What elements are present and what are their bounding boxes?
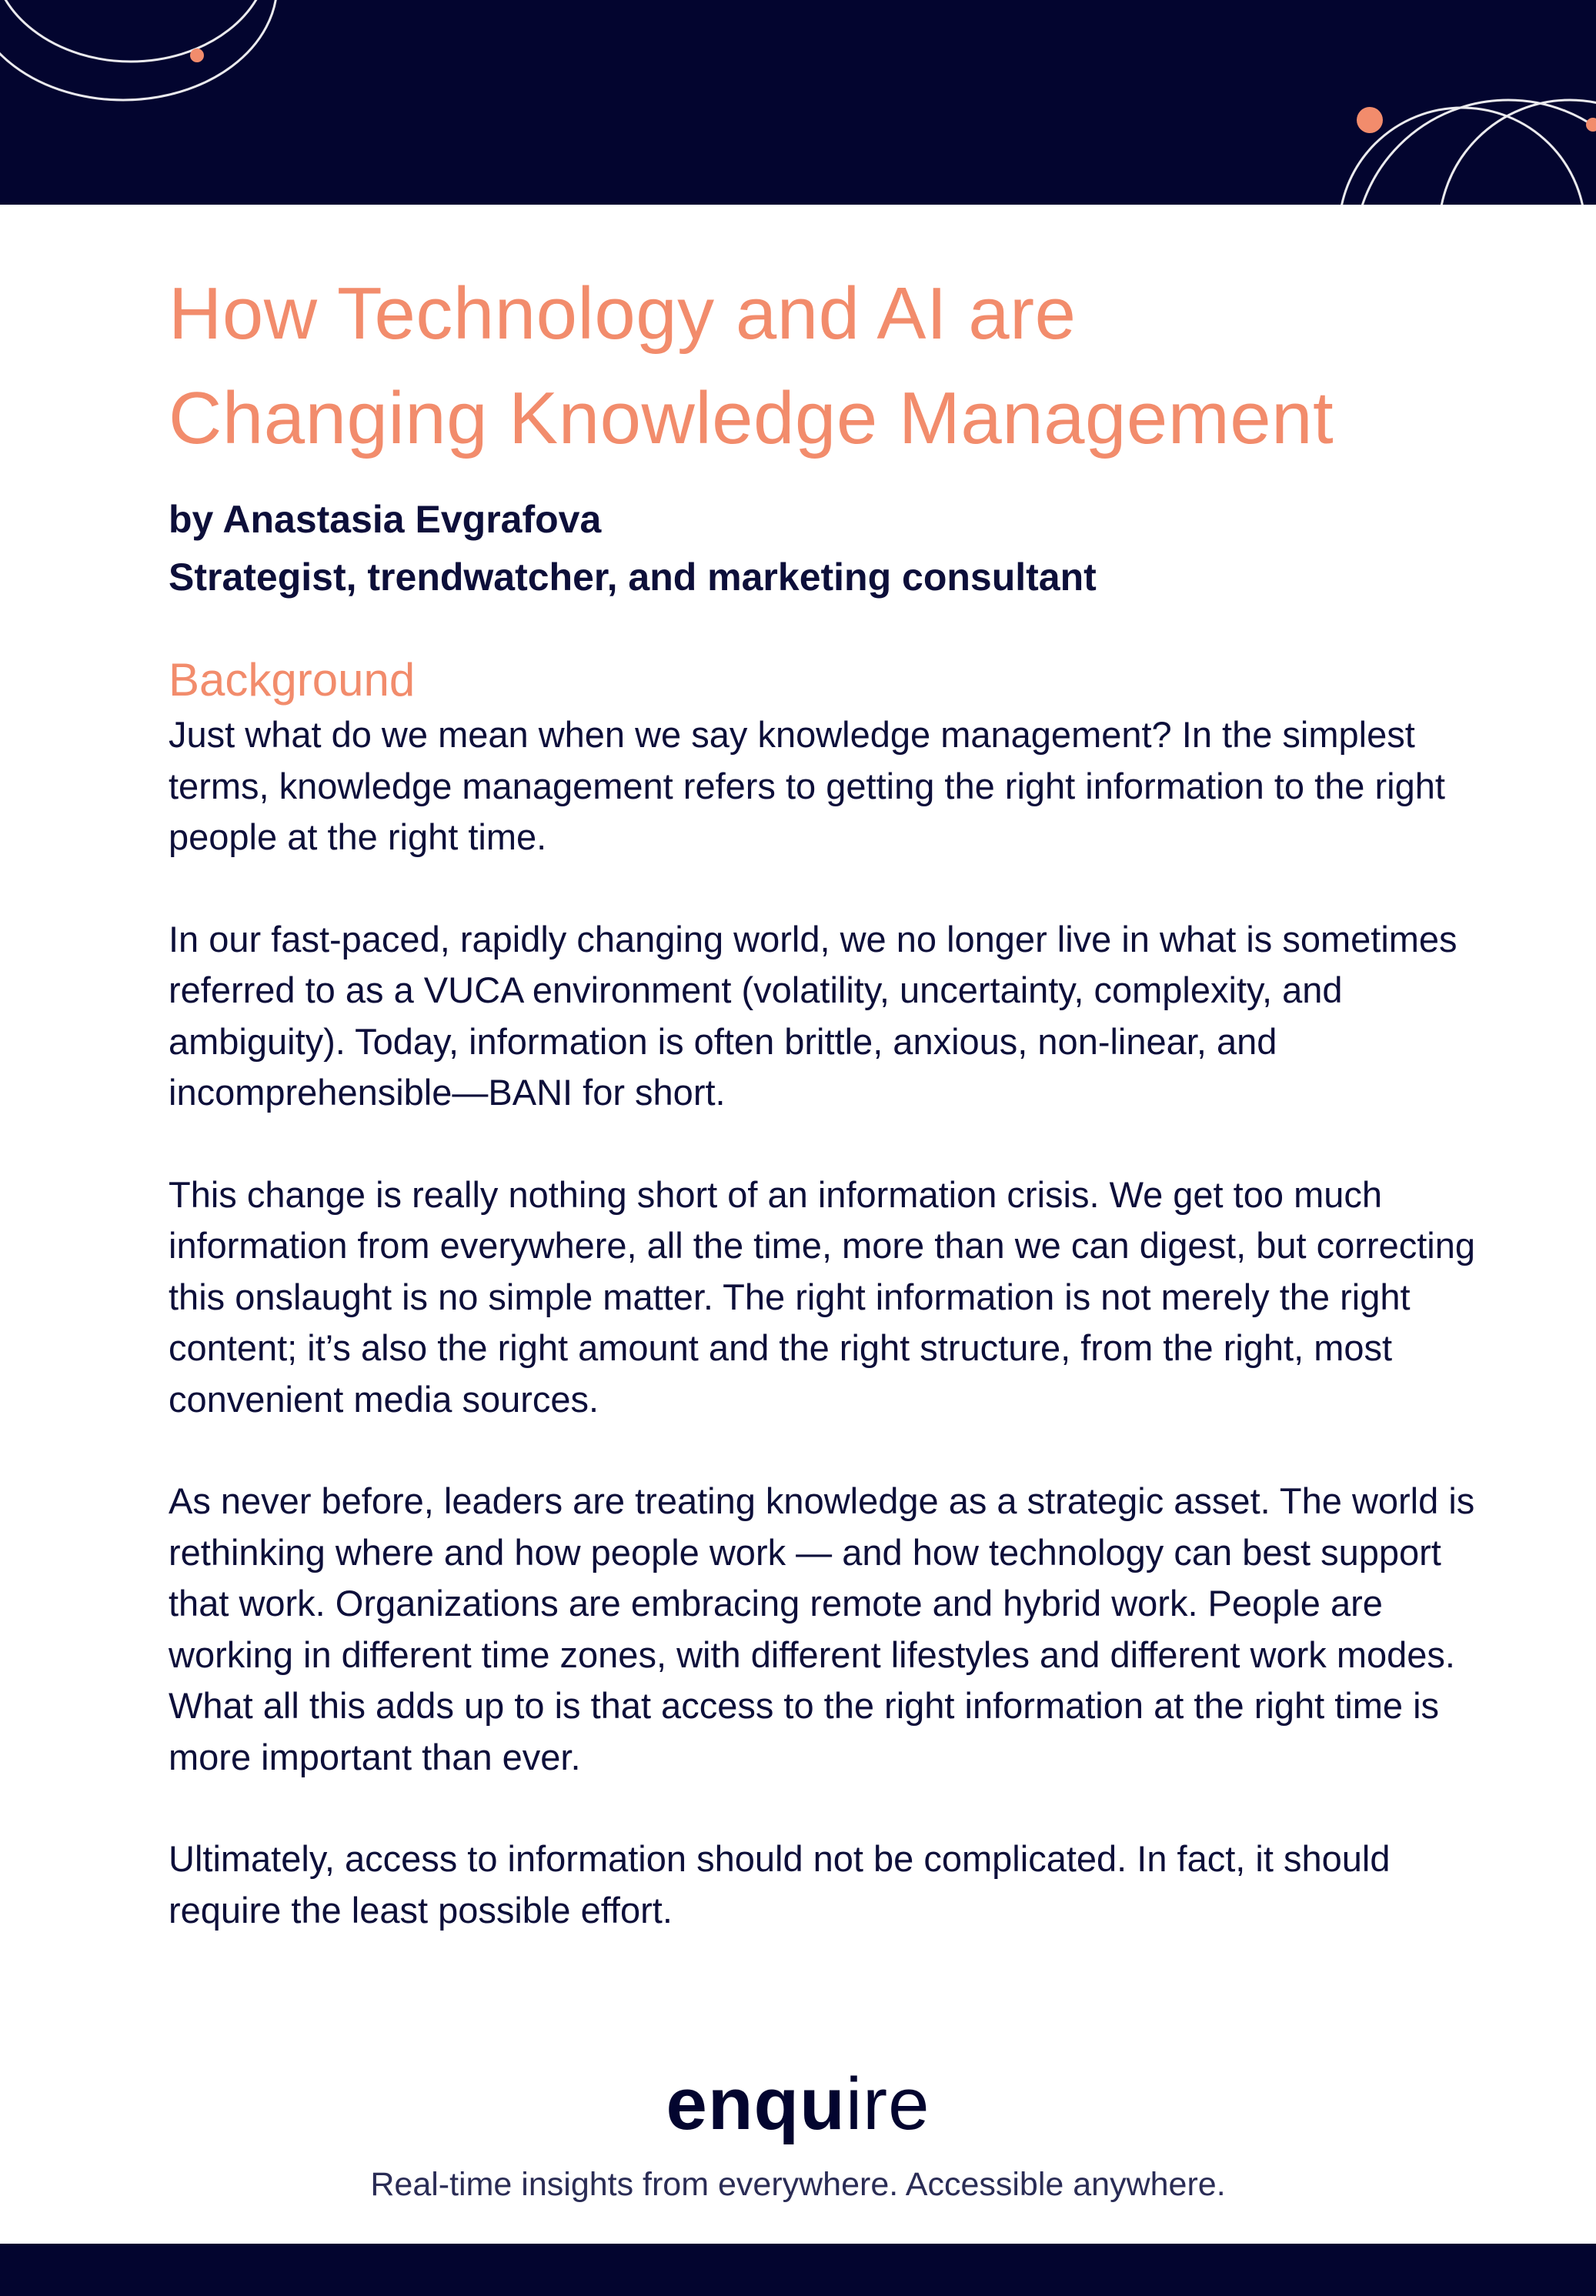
author-block xyxy=(169,491,1508,606)
footer-band xyxy=(0,2244,1596,2296)
title-line-1: How Technology and AI are xyxy=(169,272,1077,355)
paragraph-1: Just what do we mean when we say knowledge management? In the simplest terms, knowledge management refers to getting the right information to the right people at the right time. xyxy=(169,714,1445,857)
footer xyxy=(0,2062,1596,2205)
logo-light-part: ire xyxy=(845,2063,930,2145)
enquire-logo xyxy=(0,2062,1596,2147)
author-role: Strategist, trendwatcher, and marketing consultant xyxy=(169,556,1097,599)
paragraph-3: This change is really nothing short of an information crisis. We get too much information from everywhere, all the time, more than we can digest, but correcting this onslaught is no simple matter. The right information is not merely the right content; it’s also the right amount and the right structure, from the right, most convenient media sources. xyxy=(169,1173,1475,1420)
logo-bold-part: enqu xyxy=(666,2063,846,2145)
title-line-2: Changing Knowledge Management xyxy=(169,377,1334,459)
paragraph-5: Ultimately, access to information should not be complicated. In fact, it should require the least possible effort. xyxy=(169,1838,1391,1931)
page-title xyxy=(169,262,1508,471)
orbit-decoration-icon xyxy=(0,0,1596,205)
section-heading: Background xyxy=(169,654,416,706)
paragraph-2: In our fast-paced, rapidly changing world, we no longer live in what is sometimes referred to as a VUCA environment (volatility, uncertainty, complexity, and ambiguity). Today, information is often brittle, anxious, non-linear, and incomprehensible—BANI for short. xyxy=(169,918,1457,1113)
tagline: Real-time insights from everywhere. Accessible anywhere. xyxy=(370,2166,1226,2203)
author-name: by Anastasia Evgrafova xyxy=(169,498,602,541)
article xyxy=(169,262,1508,1936)
paragraph-4: As never before, leaders are treating knowledge as a strategic asset. The world is rethinking where and how people work — and how technology can best support that work. Organizations are embracing remote and hybrid work. People are working in different time zones, with different lifestyles and different work modes. What all this adds up to is that access to the right information at the right time is more important than ever. xyxy=(169,1480,1475,1777)
header-band xyxy=(0,0,1596,205)
